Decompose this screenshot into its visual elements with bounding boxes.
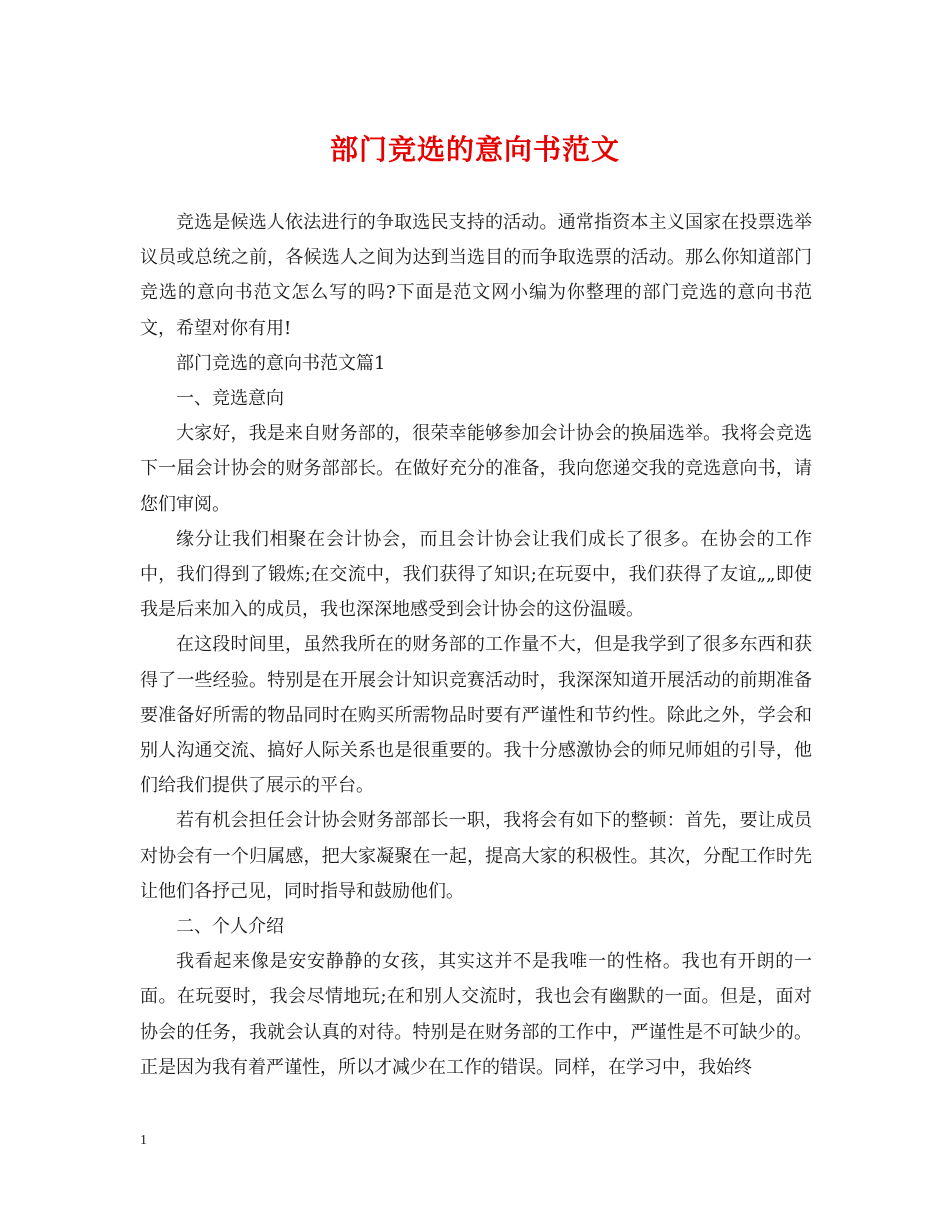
paragraph-personality: 我看起来像是安安静静的女孩，其实这并不是我唯一的性格。我也有开朗的一面。在玩耍时，我会尽情地玩;在和别人交流时，我也会有幽默的一面。但是，面对协会的任务，我就会认真的对待。特别是在财务部的工作中，严谨性是不可缺少的。正是因为我有着严谨性，所以才减少在工作的错误。同样，在学习中，我始终 <box>140 951 812 1078</box>
paragraph-intro: 竞选是候选人依法进行的争取选民支持的活动。通常指资本主义国家在投票选举议员或总统之前，各候选人之间为达到当选目的而争取选票的活动。那么你知道部门竞选的意向书范文怎么写的吗?下面是范文网小编为你整理的部门竞选的意向书范文，希望对你有用! <box>140 212 812 339</box>
document-body <box>140 205 812 1085</box>
section-heading-part-1: 部门竞选的意向书范文篇1 <box>176 352 386 374</box>
document-title: 部门竞选的意向书范文 <box>329 133 620 166</box>
paragraph-association: 缘分让我们相聚在会计协会，而且会计协会让我们成长了很多。在协会的工作中，我们得到了锻炼;在交流中，我们获得了知识;在玩耍中，我们获得了友谊„„即使我是后来加入的成员，我也深深地感受到会计协会的这份温暖。 <box>140 528 812 621</box>
paragraph-greeting: 大家好，我是来自财务部的，很荣幸能够参加会计协会的换届选举。我将会竞选下一届会计协会的财务部部长。在做好充分的准备，我向您递交我的竞选意向书，请您们审阅。 <box>140 423 812 515</box>
subheading-campaign-intent: 一、竞选意向 <box>176 388 284 410</box>
paragraph-plan: 若有机会担任会计协会财务部部长一职，我将会有如下的整顿：首先，要让成员对协会有一个归属感，把大家凝聚在一起，提高大家的积极性。其次，分配工作时先让他们各抒己见，同时指导和鼓励他们。 <box>140 810 812 902</box>
page-number: 1 <box>140 1133 147 1148</box>
paragraph-experience: 在这段时间里，虽然我所在的财务部的工作量不大，但是我学到了很多东西和获得了一些经验。特别是在开展会计知识竞赛活动时，我深深知道开展活动的前期准备要准备好所需的物品同时在购买所需物品时要有严谨性和节约性。除此之外，学会和别人沟通交流、搞好人际关系也是很重要的。我十分感激协会的师兄师姐的引导，他们给我们提供了展示的平台。 <box>140 634 812 797</box>
subheading-personal-intro: 二、个人介绍 <box>176 916 284 938</box>
